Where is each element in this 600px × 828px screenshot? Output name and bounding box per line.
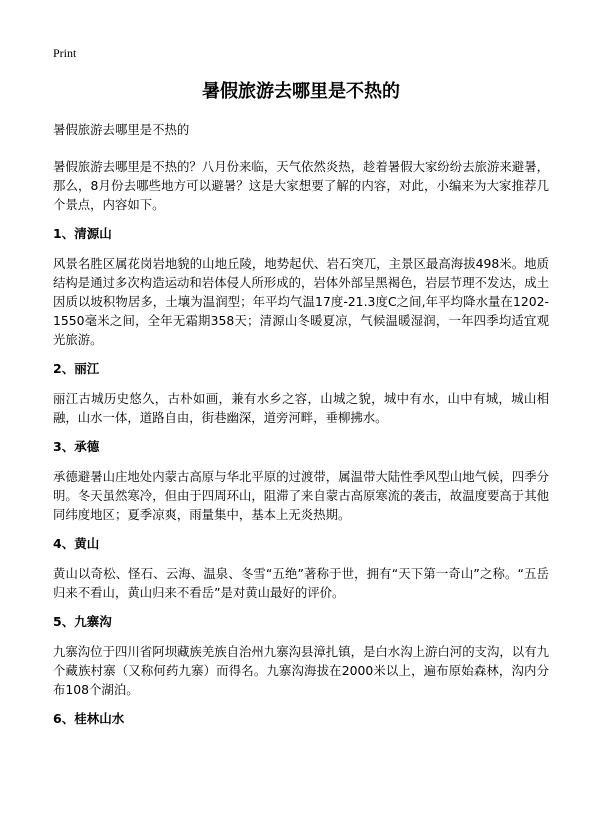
article [53, 80, 549, 739]
section-body-lijiang: 丽江古城历史悠久，古朴如画，兼有水乡之容，山城之貌，城中有水，山中有城，城山相融，山水一体，道路自由，街巷幽深，道旁河畔，垂柳拂水。 [53, 391, 549, 425]
section-heading-lijiang: 2、丽江 [53, 361, 100, 376]
print-link[interactable]: Print [53, 46, 77, 60]
section-body-qingyuanshan: 风景名胜区属花岗岩地貌的山地丘陵，地势起伏、岩石突兀，主景区最高海拔498米。地质结构是通过多次构造运动和岩体侵人所形成的，岩体外部呈黑褐色，岩层节理不发达，成土因质以坡积物居多，土壤为温润型；年平均气温17度-21.3度C之间,年平均降水量在1202-1550毫米之间，全年无霜期358天；清源山冬暖夏凉，气候温暖湿润，一年四季均适宜观光旅游。 [53, 256, 549, 347]
section-heading-chengde: 3、承德 [53, 439, 100, 454]
section-body-jiuzhaigou: 九寨沟位于四川省阿坝藏族羌族自治州九寨沟县漳扎镇，是白水沟上游白河的支沟，以有九个藏族村寨（又称何药九寨）而得名。九寨沟海拔在2000米以上，遍布原始森林，沟内分布108个湖泊。 [53, 644, 549, 697]
section-heading-qingyuanshan: 1、清源山 [53, 226, 112, 241]
article-subtitle: 暑假旅游去哪里是不热的 [53, 122, 190, 137]
section-body-chengde: 承德避暑山庄地处内蒙古高原与华北平原的过渡带，属温带大陆性季风型山地气候，四季分明。冬天虽然寒冷，但由于四周环山，阻滞了来自蒙古高原寒流的袭击，故温度要高于其他同纬度地区；夏季凉爽，雨量集中，基本上无炎热期。 [53, 469, 549, 522]
section-heading-huangshan: 4、黄山 [53, 536, 100, 551]
section-body-huangshan: 黄山以奇松、怪石、云海、温泉、冬雪“五绝”著称于世，拥有“天下第一奇山”之称。“五岳归来不看山，黄山归来不看岳”是对黄山最好的评价。 [53, 566, 549, 600]
intro-paragraph: 暑假旅游去哪里是不热的？八月份来临，天气依然炎热，趁着暑假大家纷纷去旅游来避暑，那么，8月份去哪些地方可以避暑？这是大家想要了解的内容，对此，小编来为大家推荐几个景点，内容如下。 [53, 159, 549, 212]
section-heading-guilin: 6、桂林山水 [53, 711, 125, 726]
section-heading-jiuzhaigou: 5、九寨沟 [53, 614, 112, 629]
page-title: 暑假旅游去哪里是不热的 [202, 81, 400, 102]
